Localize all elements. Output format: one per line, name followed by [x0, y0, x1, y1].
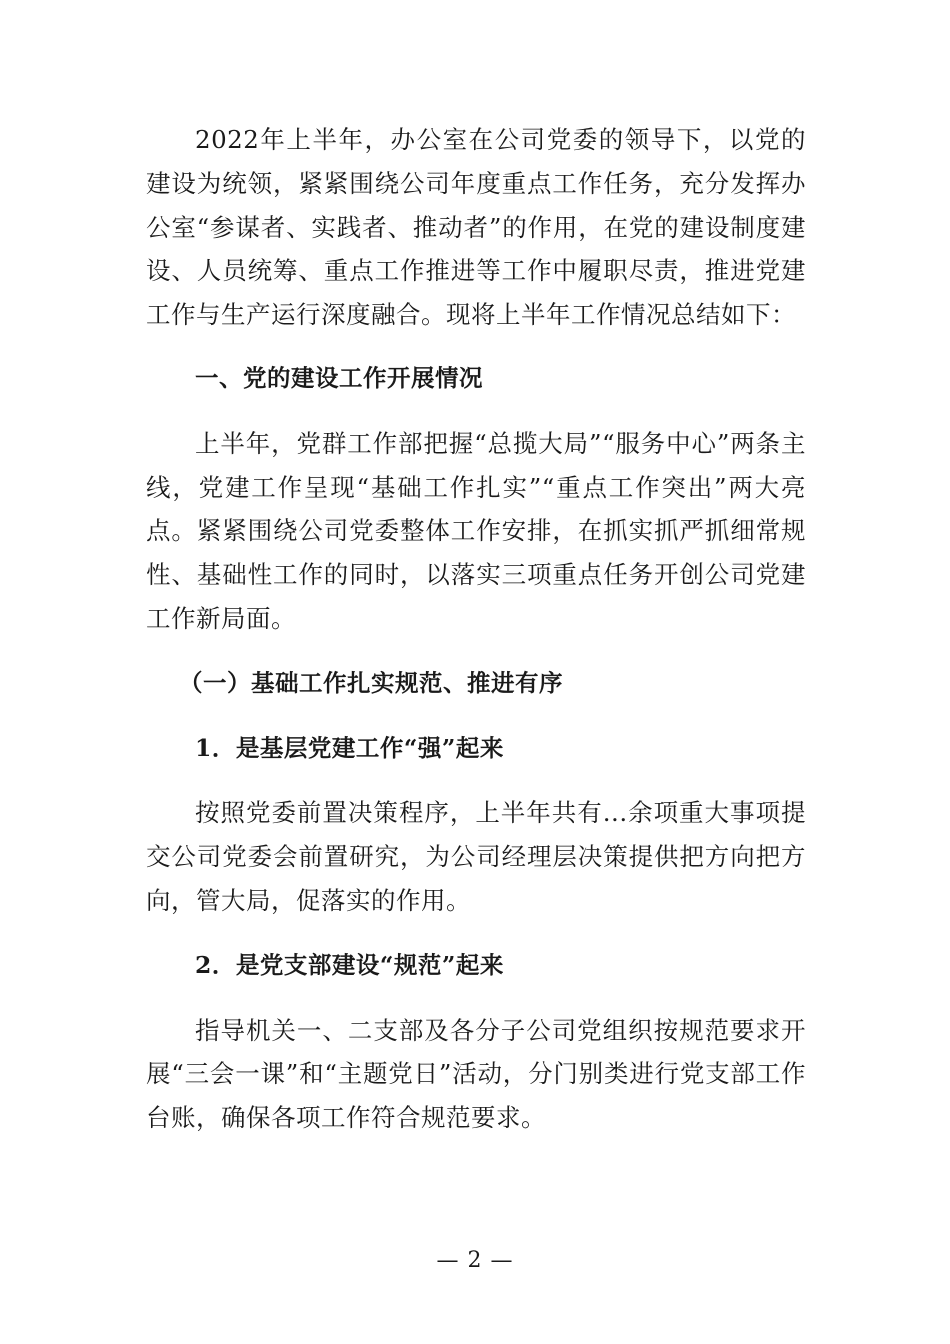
item-heading-grassroots: 1．是基层党建工作“强”起来 — [195, 733, 504, 762]
intro-paragraph: 2022年上半年，办公室在公司党委的领导下，以党的建设为统领，紧紧围绕公司年度重点工作任务，充分发挥办公室“参谋者、实践者、推动者”的作用，在党的建设制度建设、人员统筹、重点工作推进等工作中履职尽责，推进党建工作与生产运行深度融合。现将上半年工作情况总结如下： — [146, 125, 806, 330]
subsection-heading-basic-work: （一）基础工作扎实规范、推进有序 — [179, 668, 563, 697]
section1-paragraph: 上半年，党群工作部把握“总揽大局”“服务中心”两条主线，党建工作呈现“基础工作扎实”“重点工作突出”两大亮点。紧紧围绕公司党委整体工作安排，在抓实抓严抓细常规性、基础性工作的同时，以落实三项重点任务开创公司党建工作新局面。 — [146, 428, 806, 633]
item-heading-branch-standardization: 2．是党支部建设“规范”起来 — [195, 950, 504, 979]
document-body — [146, 118, 806, 1140]
page-number: — 2 — — [436, 1248, 514, 1273]
item2-paragraph: 指导机关一、二支部及各分子公司党组织按规范要求开展“三会一课”和“主题党日”活动，分门别类进行党支部工作台账，确保各项工作符合规范要求。 — [146, 1015, 806, 1133]
item1-paragraph: 按照党委前置决策程序，上半年共有...余项重大事项提交公司党委会前置研究，为公司经理层决策提供把方向把方向，管大局，促落实的作用。 — [146, 798, 806, 915]
section-heading-party-building: 一、党的建设工作开展情况 — [195, 363, 483, 392]
